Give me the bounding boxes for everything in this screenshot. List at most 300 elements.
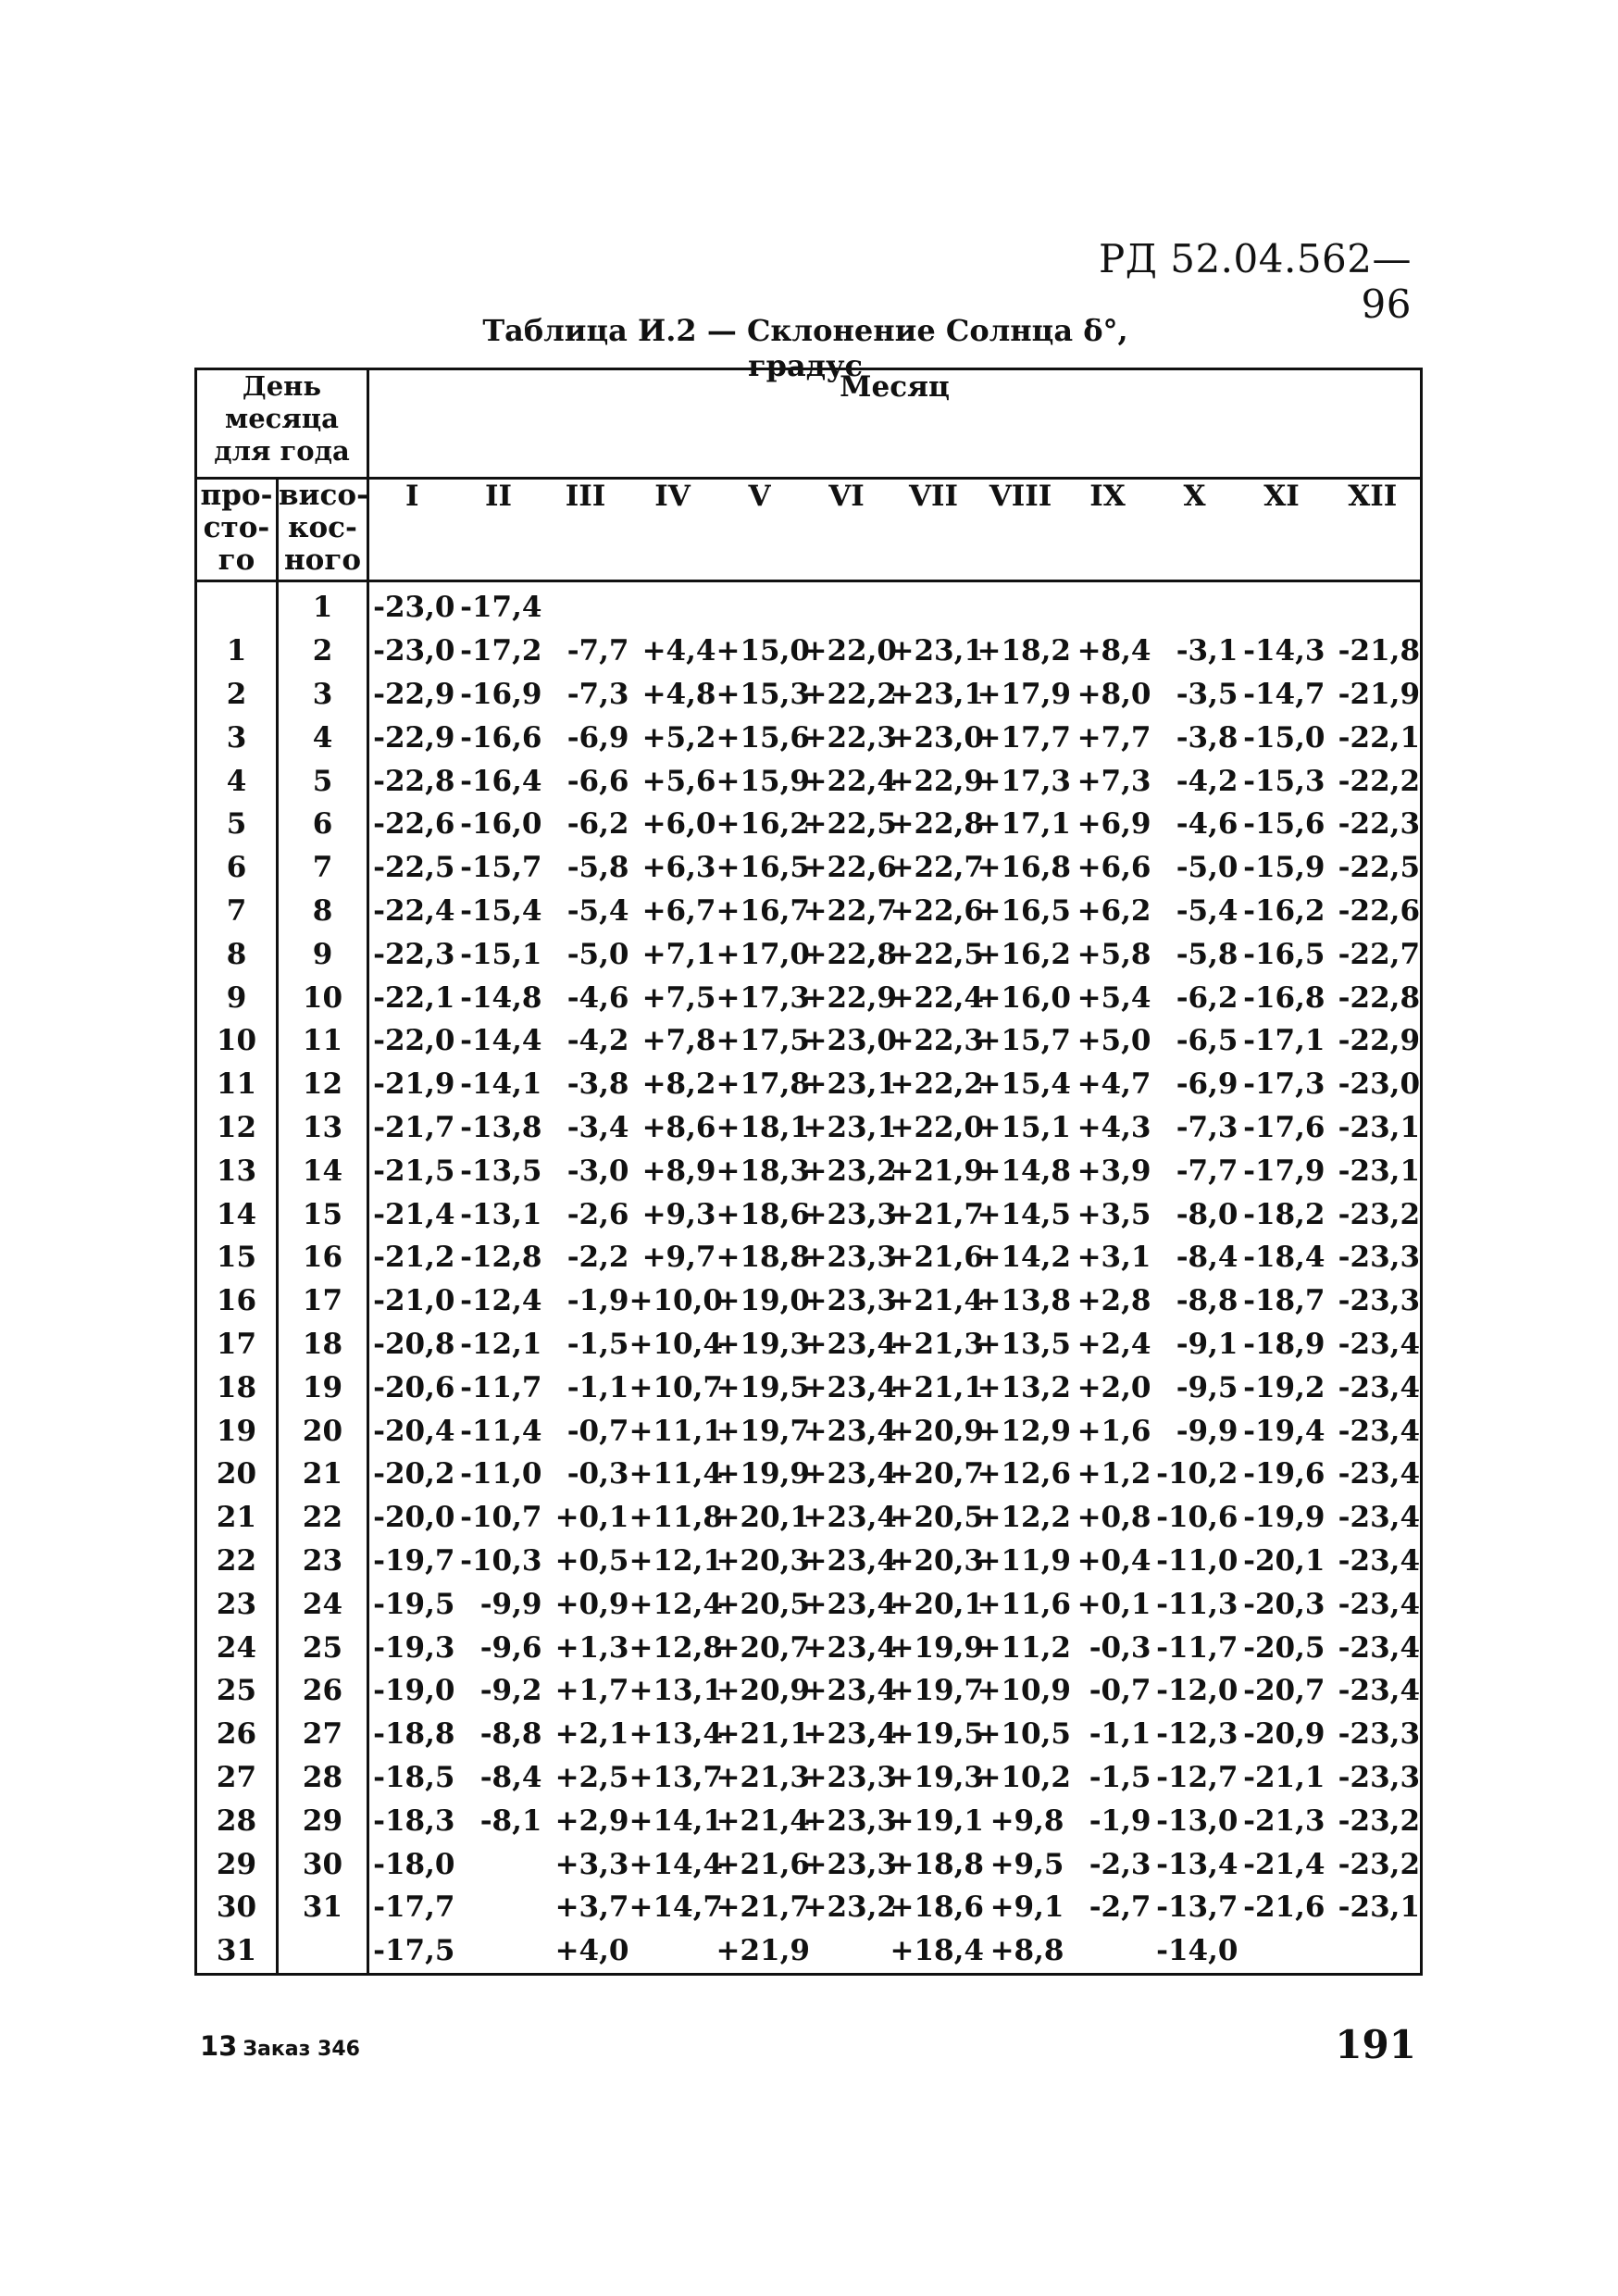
declination-value: -23,1 [1326,1149,1422,1192]
declination-value: -18,4 [1243,1241,1326,1275]
declination-value: -4,6 [1176,807,1238,842]
declination-value: +14,4 [629,1847,723,1881]
declination-value: +12,2 [977,1501,1071,1535]
declination-value: +22,6 [890,893,984,928]
declination-value: +16,0 [977,980,1071,1015]
declination-value: -19,2 [1243,1370,1326,1404]
declination-value: +10,7 [629,1370,723,1404]
declination-value: +1,7 [554,1674,629,1708]
declination-value: -18,8 [373,1717,455,1752]
declination-value: -11,0 [460,1457,542,1491]
declination-value: -14,1 [460,1067,542,1102]
declination-value [455,1842,542,1886]
declination-value: +16,8 [977,851,1071,885]
declination-value: -17,6 [1243,1110,1326,1144]
day-of-month-header: День месяца для года [196,369,368,479]
declination-value: +22,5 [803,807,897,842]
table-row [196,1929,1422,1974]
declination-value: -22,5 [373,851,455,885]
leap-year-day: 2 [278,630,368,673]
declination-value: +11,9 [977,1543,1071,1578]
declination-value: -9,1 [1176,1327,1238,1361]
declination-value: +22,7 [803,893,897,928]
declination-value: +23,2 [803,1154,897,1188]
declination-value: -17,4 [460,591,542,625]
order-label: Заказ 346 [243,2038,360,2061]
month-column-header: IX [1064,479,1151,581]
declination-value: +15,4 [977,1067,1071,1102]
declination-value: +14,7 [629,1890,723,1925]
declination-value: +2,4 [1077,1327,1151,1361]
plain-year-day: 14 [196,1192,278,1236]
declination-value: +23,4 [803,1717,897,1752]
declination-value: +23,4 [803,1501,897,1535]
declination-value: -17,7 [373,1890,455,1925]
declination-value: +23,1 [803,1067,897,1102]
declination-value: +23,3 [803,1803,897,1838]
declination-value: -20,6 [373,1370,455,1404]
declination-value: -3,8 [1176,720,1238,755]
leap-year-day: 5 [278,759,368,803]
declination-value: +13,2 [977,1370,1071,1404]
declination-value: +17,3 [716,980,810,1015]
plain-year-day: 8 [196,932,278,976]
month-column-header: VI [803,479,890,581]
month-column-header: XII [1326,479,1422,581]
declination-value: +12,8 [629,1630,723,1665]
declination-value: -22,6 [373,807,455,842]
declination-value: -11,0 [1156,1543,1238,1578]
declination-value: +15,3 [716,677,810,711]
plain-year-day: 10 [196,1019,278,1063]
declination-value: +21,4 [890,1284,984,1318]
declination-value: -18,9 [1243,1327,1326,1361]
declination-value: -18,3 [373,1803,455,1838]
declination-value: +8,9 [641,1154,716,1188]
plain-year-day: 7 [196,890,278,933]
declination-value: +21,1 [716,1717,810,1752]
declination-value: -22,6 [1326,890,1422,933]
declination-value: -21,6 [1243,1890,1326,1925]
leap-year-day: 29 [278,1799,368,1842]
declination-value: -22,2 [1326,759,1422,803]
declination-value: +15,1 [977,1110,1071,1144]
declination-value [1151,581,1238,630]
declination-value: +22,2 [803,677,897,711]
declination-value: +3,5 [1077,1197,1151,1231]
declination-value: +19,3 [716,1327,810,1361]
declination-value: -22,1 [373,980,455,1015]
declination-value: +8,6 [641,1110,716,1144]
declination-value: -3,0 [566,1154,629,1188]
declination-value: +11,2 [977,1630,1071,1665]
declination-value: -8,8 [479,1717,542,1752]
table-body [196,581,1422,1975]
declination-value: -17,1 [1243,1024,1326,1058]
declination-value: -8,1 [479,1803,542,1838]
declination-value: +20,9 [890,1414,984,1448]
declination-value: -23,0 [1326,1063,1422,1106]
declination-value: -20,7 [1243,1674,1326,1708]
declination-value: -10,3 [460,1543,542,1578]
declination-value: -16,0 [460,807,542,842]
leap-year-day: 8 [278,890,368,933]
declination-value: +23,1 [803,1110,897,1144]
leap-year-day: 28 [278,1756,368,1800]
month-column-header: III [542,479,629,581]
declination-value: +9,8 [989,1803,1064,1838]
declination-value: +22,8 [803,937,897,971]
declination-value: -22,9 [373,677,455,711]
declination-value: -12,8 [460,1241,542,1275]
declination-value: +23,4 [803,1457,897,1491]
declination-value: +6,3 [641,851,716,885]
declination-value: -5,4 [1176,893,1238,928]
declination-value: -17,9 [1243,1154,1326,1188]
declination-value: +20,1 [890,1587,984,1621]
declination-value: +9,3 [641,1197,716,1231]
declination-value: +0,1 [1077,1587,1151,1621]
declination-value: +4,0 [542,1929,629,1974]
declination-value: +18,8 [890,1847,984,1881]
declination-value: +6,6 [1077,851,1151,885]
declination-value: -18,2 [1243,1197,1326,1231]
declination-value: +4,7 [1077,1067,1151,1102]
declination-value: +22,0 [890,1110,984,1144]
declination-value: -15,1 [460,937,542,971]
declination-value: +20,7 [890,1457,984,1491]
declination-value: +21,6 [716,1847,810,1881]
declination-value: +2,5 [554,1760,629,1794]
declination-value: +23,3 [803,1847,897,1881]
declination-value: +5,4 [1077,980,1151,1015]
declination-value: -6,9 [1176,1067,1238,1102]
declination-value: -23,3 [1326,1236,1422,1279]
month-column-header: IV [629,479,716,581]
declination-value: +0,8 [1077,1501,1151,1535]
month-column-header: VIII [977,479,1064,581]
declination-value: -10,7 [460,1501,542,1535]
table-row [196,890,1422,933]
table-row [196,581,1422,630]
declination-value: -23,4 [1326,1582,1422,1626]
declination-value: +19,1 [890,1803,984,1838]
declination-value: +14,5 [977,1197,1071,1231]
declination-value: +20,3 [716,1543,810,1578]
declination-value: -6,9 [566,720,629,755]
declination-value: +20,5 [890,1501,984,1535]
declination-value: +23,3 [803,1241,897,1275]
leap-year-day: 27 [278,1713,368,1756]
plain-year-day: 6 [196,846,278,890]
declination-value: -14,8 [460,980,542,1015]
declination-value: -18,5 [373,1760,455,1794]
declination-value [1064,581,1151,630]
declination-value: +23,3 [803,1760,897,1794]
declination-value: +23,1 [890,634,984,668]
declination-value: +16,5 [716,851,810,885]
table-row [196,1019,1422,1063]
table-row [196,759,1422,803]
declination-value: -22,0 [373,1024,455,1058]
declination-value: -1,1 [566,1370,629,1404]
declination-value: +21,3 [890,1327,984,1361]
declination-value: +9,5 [989,1847,1064,1881]
declination-value: -17,2 [460,634,542,668]
declination-value: -8,8 [1176,1284,1238,1318]
declination-value: -23,0 [373,591,455,625]
declination-value [542,581,629,630]
declination-value: -12,0 [1156,1674,1238,1708]
leap-year-day: 20 [278,1409,368,1453]
declination-value: -14,3 [1243,634,1326,668]
declination-value: +22,3 [890,1024,984,1058]
declination-value: -20,5 [1243,1630,1326,1665]
declination-value: -13,8 [460,1110,542,1144]
declination-value: -6,2 [566,807,629,842]
declination-value: -19,3 [373,1630,455,1665]
declination-value: +2,9 [554,1803,629,1838]
declination-value: -16,6 [460,720,542,755]
document-code: РД 52.04.562—96 [1098,236,1412,327]
plain-year-day: 2 [196,673,278,717]
declination-value: +3,9 [1077,1154,1151,1188]
table-row [196,1149,1422,1192]
declination-value: -22,4 [373,893,455,928]
declination-value: +18,6 [890,1890,984,1925]
declination-value: -12,1 [460,1327,542,1361]
declination-value: +21,4 [716,1803,810,1838]
declination-value: -19,7 [373,1543,455,1578]
leap-year-day: 31 [278,1886,368,1929]
declination-value: +18,6 [716,1197,810,1231]
month-column-header: VII [890,479,977,581]
declination-value: -16,2 [1243,893,1326,928]
declination-value: +15,6 [716,720,810,755]
declination-value: +23,3 [803,1197,897,1231]
declination-value: +5,6 [641,764,716,798]
table-row [196,1669,1422,1713]
declination-value: -21,3 [1243,1803,1326,1838]
declination-value: -23,4 [1326,1366,1422,1409]
declination-value [977,581,1064,630]
plain-year-day: 5 [196,803,278,846]
declination-value: -8,0 [1176,1197,1238,1231]
table-row [196,1756,1422,1800]
table-title: Таблица И.2 — Склонение Солнца δ°, градус [482,313,1128,383]
declination-value: +22,9 [803,980,897,1015]
declination-value: +17,9 [977,677,1071,711]
declination-value: -12,3 [1156,1717,1238,1752]
plain-year-day: 22 [196,1540,278,1583]
declination-value: +6,0 [641,807,716,842]
plain-year-day: 20 [196,1453,278,1496]
declination-value: -16,5 [1243,937,1326,971]
declination-value: -20,2 [373,1457,455,1491]
declination-value: +13,8 [977,1284,1071,1318]
declination-value: +21,9 [716,1929,803,1974]
declination-value [629,1929,716,1974]
declination-value: +16,5 [977,893,1071,928]
declination-value: +17,1 [977,807,1071,842]
declination-value: +0,9 [554,1587,629,1621]
declination-value: +18,3 [716,1154,810,1188]
leap-year-day: 12 [278,1063,368,1106]
declination-value: -23,1 [1326,1886,1422,1929]
declination-value: +5,2 [641,720,716,755]
declination-value: -8,4 [479,1760,542,1794]
declination-value: +22,8 [890,807,984,842]
declination-value: +23,4 [803,1414,897,1448]
declination-value: -20,4 [373,1414,455,1448]
declination-value: +10,9 [977,1674,1071,1708]
declination-value: -1,5 [1089,1760,1151,1794]
plain-year-day: 25 [196,1669,278,1713]
declination-value: +9,1 [989,1890,1064,1925]
month-column-header: X [1151,479,1238,581]
declination-value: -9,6 [479,1630,542,1665]
declination-value: +2,0 [1077,1370,1151,1404]
declination-value: -13,0 [1156,1803,1238,1838]
table-row [196,932,1422,976]
declination-value [1064,1929,1151,1974]
declination-value: -22,3 [373,937,455,971]
declination-value: -12,4 [460,1284,542,1318]
declination-value: +19,3 [890,1760,984,1794]
declination-value: -9,2 [479,1674,542,1708]
declination-value: -5,4 [566,893,629,928]
table-row [196,1106,1422,1150]
table-row [196,1279,1422,1323]
declination-value: -22,9 [1326,1019,1422,1063]
plain-year-day: 4 [196,759,278,803]
declination-value: +23,4 [803,1370,897,1404]
declination-value: +23,3 [803,1284,897,1318]
declination-value: -22,5 [1326,846,1422,890]
plain-year-day: 30 [196,1886,278,1929]
declination-value: -20,0 [373,1501,455,1535]
declination-value: -23,4 [1326,1409,1422,1453]
declination-value: -23,1 [1326,1106,1422,1150]
declination-value: +18,8 [716,1241,810,1275]
plain-year-day: 15 [196,1236,278,1279]
declination-value: +23,4 [803,1543,897,1578]
leap-year-day: 15 [278,1192,368,1236]
table-row [196,1582,1422,1626]
declination-value: -22,7 [1326,932,1422,976]
plain-year-day: 24 [196,1626,278,1669]
declination-value: +21,1 [890,1370,984,1404]
declination-value: -0,3 [566,1457,629,1491]
declination-value: +19,5 [716,1370,810,1404]
declination-value: -14,7 [1243,677,1326,711]
declination-value: -19,0 [373,1674,455,1708]
leap-year-day: 13 [278,1106,368,1150]
declination-value: +23,2 [803,1890,897,1925]
declination-value: +1,6 [1077,1414,1151,1448]
declination-value: -12,7 [1156,1760,1238,1794]
declination-value: +11,6 [977,1587,1071,1621]
declination-value: -0,7 [566,1414,629,1448]
declination-value: -11,3 [1156,1587,1238,1621]
declination-value: +18,1 [716,1110,810,1144]
declination-value: +7,7 [1077,720,1151,755]
declination-value: +3,7 [554,1890,629,1925]
declination-value: -2,2 [566,1241,629,1275]
declination-value: +7,3 [1077,764,1151,798]
month-header: Месяц [368,369,1422,479]
month-column-header: I [368,479,455,581]
declination-value: +23,1 [890,677,984,711]
declination-value: +22,9 [890,764,984,798]
declination-value: -7,7 [1176,1154,1238,1188]
declination-value: -23,4 [1326,1453,1422,1496]
declination-value: +13,1 [629,1674,723,1708]
table-row [196,1540,1422,1583]
declination-value: -5,8 [566,851,629,885]
declination-value: +5,0 [1077,1024,1151,1058]
declination-value: -20,1 [1243,1543,1326,1578]
declination-value: +21,6 [890,1241,984,1275]
declination-value: -10,6 [1156,1501,1238,1535]
table-row [196,976,1422,1019]
leap-year-day: 19 [278,1366,368,1409]
declination-value: +19,9 [716,1457,810,1491]
leap-year-day: 14 [278,1149,368,1192]
declination-value: +10,2 [977,1760,1071,1794]
leap-year-day: 6 [278,803,368,846]
plain-year-day: 21 [196,1496,278,1540]
declination-value: +21,3 [716,1760,810,1794]
declination-value: -15,7 [460,851,542,885]
declination-value: -21,2 [373,1241,455,1275]
declination-value: +14,1 [629,1803,723,1838]
declination-value: -5,0 [1176,851,1238,885]
declination-value: -23,4 [1326,1540,1422,1583]
declination-value: -19,5 [373,1587,455,1621]
declination-value: +0,1 [554,1501,629,1535]
declination-value: -8,4 [1176,1241,1238,1275]
declination-value: -22,1 [1326,716,1422,759]
table-row [196,1192,1422,1236]
declination-value: +22,4 [890,980,984,1015]
declination-value: -22,8 [1326,976,1422,1019]
declination-value: +8,0 [1077,677,1151,711]
declination-value: -21,4 [1243,1847,1326,1881]
declination-value: +22,2 [890,1067,984,1102]
declination-value: -21,9 [373,1067,455,1102]
declination-value: -21,8 [1326,630,1422,673]
declination-value [716,581,803,630]
declination-value: +13,7 [629,1760,723,1794]
declination-value: +16,2 [716,807,810,842]
leap-year-day: 4 [278,716,368,759]
declination-value: +20,3 [890,1543,984,1578]
page-number: 191 [1335,2022,1416,2067]
plain-year-day: 13 [196,1149,278,1192]
declination-value: +11,8 [629,1501,723,1535]
declination-value: -23,4 [1326,1669,1422,1713]
plain-year-day: 11 [196,1063,278,1106]
table-row [196,803,1422,846]
declination-value: +22,0 [803,634,897,668]
leap-year-day: 7 [278,846,368,890]
leap-year-day: 9 [278,932,368,976]
declination-value: +2,1 [554,1717,629,1752]
declination-value: +15,7 [977,1024,1071,1058]
declination-value: +2,8 [1077,1284,1151,1318]
declination-value: -19,4 [1243,1414,1326,1448]
